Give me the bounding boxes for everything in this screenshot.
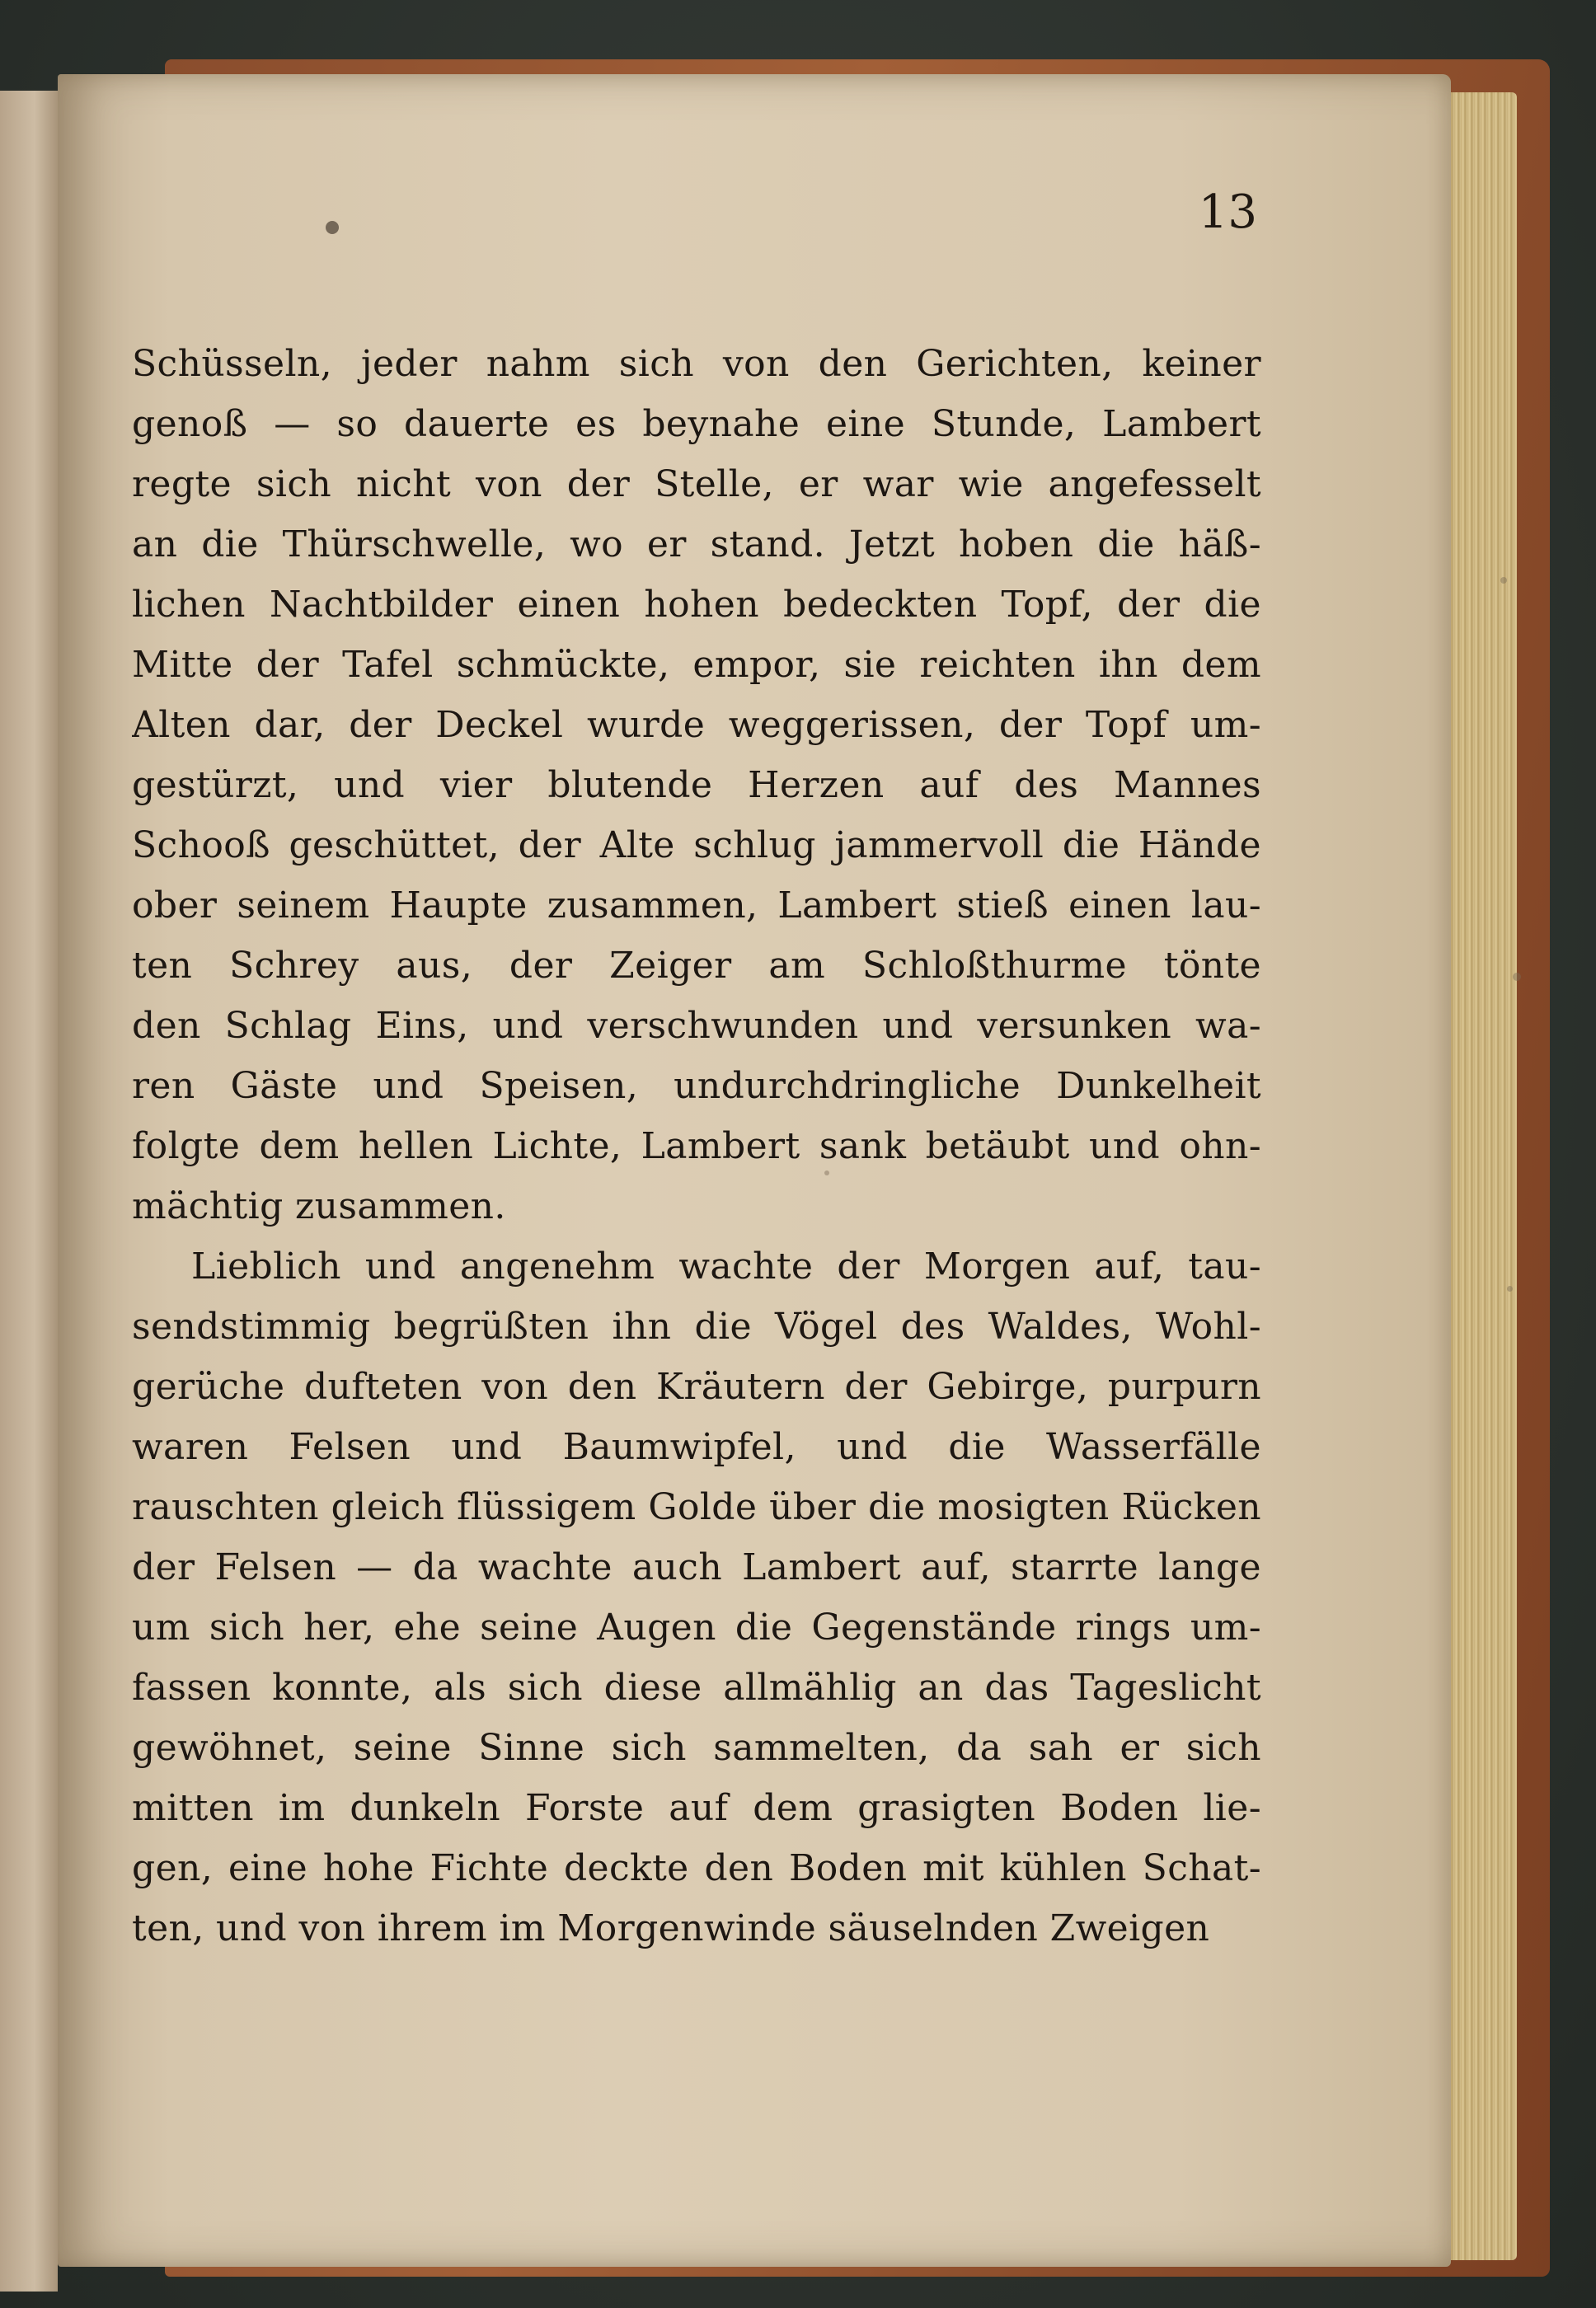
paper-fleck [1500,577,1507,584]
text-line: rauschten gleich flüssigem Golde über die mosigten Rücken [132,1486,1261,1528]
text-line: den Schlag Eins, und verschwunden und versunken wa- [132,1005,1261,1047]
text-line: Mitte der Tafel schmückte, empor, sie reichten ihn dem [132,644,1261,686]
paper-fleck [1507,1286,1513,1292]
paragraph [132,334,1261,1236]
text-line: gewöhnet, seine Sinne sich sammelten, da sah er sich [132,1727,1261,1769]
previous-page-edge [0,91,58,2292]
text-line: Lieblich und angenehm wachte der Morgen auf, tau- [191,1245,1261,1288]
text-line: Alten dar, der Deckel wurde weggerissen, der Topf um- [132,704,1261,746]
text-line: mitten im dunkeln Forste auf dem grasigten Boden lie- [132,1787,1261,1829]
text-line: Schüsseln, jeder nahm sich von den Gerichten, keiner [132,343,1261,385]
text-line: regte sich nicht von der Stelle, er war wie angefesselt [132,463,1261,505]
text-line: gen, eine hohe Fichte deckte den Boden mit kühlen Schat- [132,1847,1261,1889]
text-line: ten Schrey aus, der Zeiger am Schloßthurme tönte [132,945,1261,987]
ink-dot [326,221,339,234]
text-line: folgte dem hellen Lichte, Lambert sank betäubt und ohn- [132,1125,1261,1167]
text-line: genoß — so dauerte es beynahe eine Stunde, Lambert [132,403,1261,445]
paragraph [132,1236,1261,1959]
text-line: Schooß geschüttet, der Alte schlug jammervoll die Hände [132,824,1261,866]
text-line: ren Gäste und Speisen, undurchdringliche Dunkelheit [132,1065,1261,1107]
page-text [132,334,1261,1959]
text-line: lichen Nachtbilder einen hohen bedeckten Topf, der die [132,584,1261,626]
paper-fleck [1513,973,1521,981]
text-line: mächtig zusammen. [132,1185,506,1227]
text-line: ober seinem Haupte zusammen, Lambert stieß einen lau- [132,884,1261,926]
text-line: an die Thürschwelle, wo er stand. Jetzt hoben die häß- [132,523,1261,565]
text-line: gestürzt, und vier blutende Herzen auf des Mannes [132,764,1261,806]
text-line: sendstimmig begrüßten ihn die Vögel des Waldes, Wohl- [132,1306,1261,1348]
text-line: waren Felsen und Baumwipfel, und die Wasserfälle [132,1426,1261,1468]
text-line: gerüche dufteten von den Kräutern der Gebirge, purpurn [132,1366,1261,1408]
text-line: der Felsen — da wachte auch Lambert auf, starrte lange [132,1546,1261,1588]
text-line: um sich her, ehe seine Augen die Gegenstände rings um- [132,1607,1261,1649]
text-line: fassen konnte, als sich diese allmählig an das Tageslicht [132,1667,1261,1709]
text-line: ten, und von ihrem im Morgenwinde säuselnden Zweigen [132,1907,1210,1949]
page-number: 13 [1198,185,1257,239]
paper-fleck [824,1170,829,1175]
